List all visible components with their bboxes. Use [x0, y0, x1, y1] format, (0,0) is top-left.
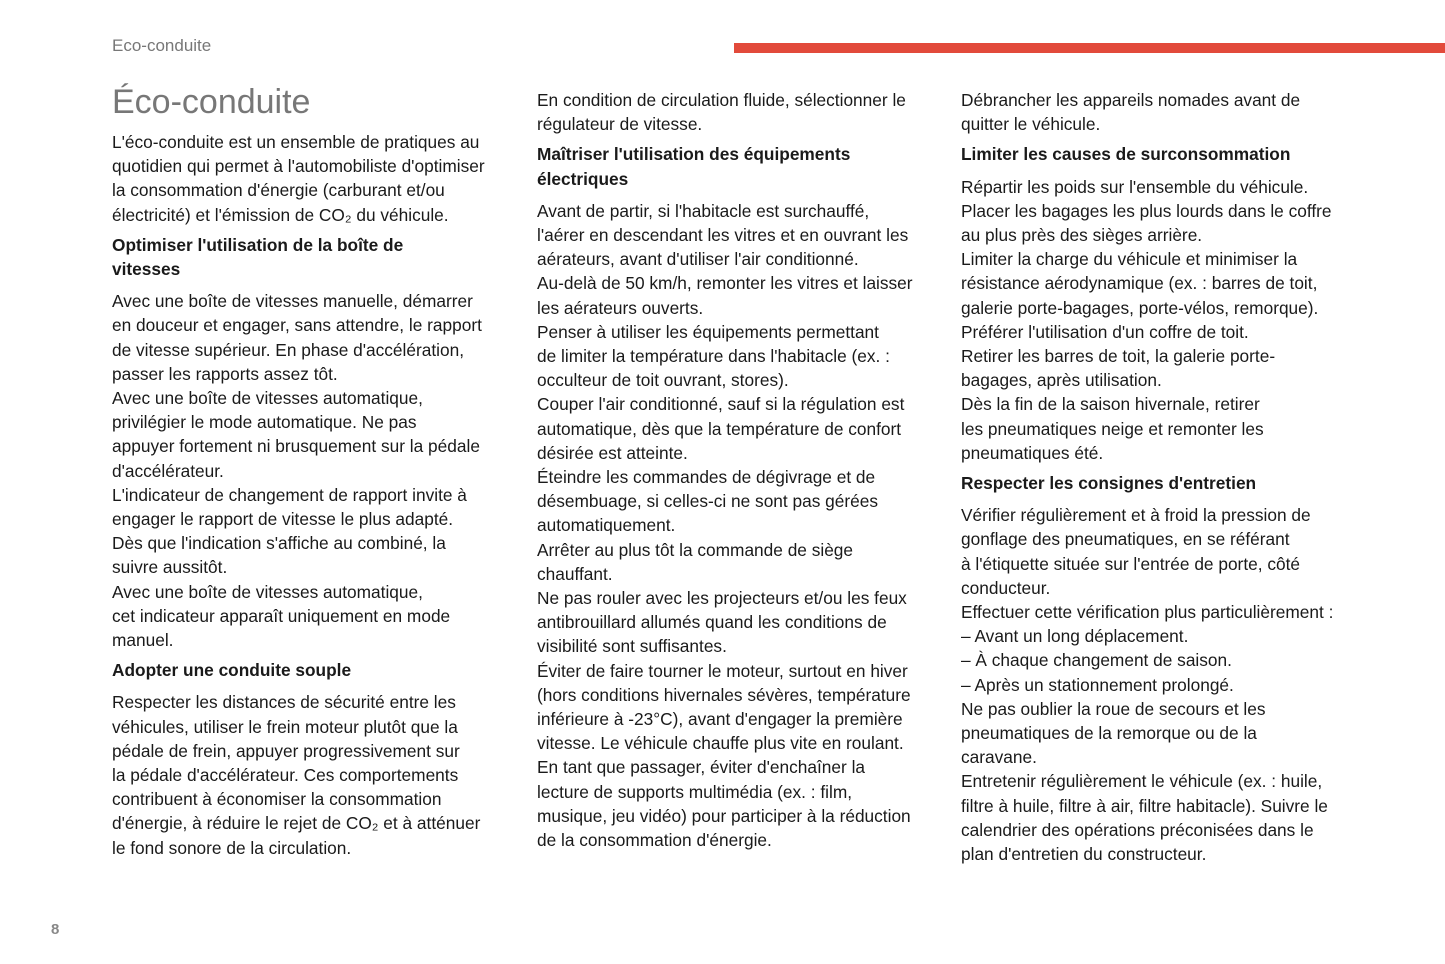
- text-line: L'éco-conduite est un ensemble de pratiques au: [112, 132, 480, 152]
- text-line: Respecter les consignes d'entretien: [961, 473, 1257, 494]
- paragraph: [961, 503, 1381, 866]
- column-2: [537, 88, 957, 852]
- text-line: véhicules, utiliser le frein moteur plutôt que la: [112, 716, 458, 737]
- text-line: électriques: [537, 168, 629, 189]
- text-line: calendrier des opérations préconisées dans le: [961, 819, 1314, 840]
- text-line: quitter le véhicule.: [961, 114, 1101, 135]
- paragraph: [112, 289, 532, 652]
- text-line: à l'étiquette située sur l'entrée de porte, côté: [961, 553, 1300, 574]
- text-line: plan d'entretien du constructeur.: [961, 844, 1207, 865]
- text-line: Avec une boîte de vitesses automatique,: [112, 388, 423, 409]
- text-line: Éteindre les commandes de dégivrage et de: [537, 467, 876, 488]
- text-line: Placer les bagages les plus lourds dans le coffre: [961, 200, 1332, 221]
- text-line: filtre à huile, filtre à air, filtre habitacle). Suivre le: [961, 795, 1328, 816]
- text-line: la consommation d'énergie (carburant et/ou: [112, 180, 445, 201]
- text-line: automatiquement.: [537, 515, 676, 536]
- paragraph: [961, 175, 1381, 465]
- text-line: Ne pas rouler avec les projecteurs et/ou les feux: [537, 588, 907, 609]
- text-line: quotidien qui permet à l'automobiliste d'optimiser: [112, 156, 485, 177]
- text-line: En condition de circulation fluide, sélectionner le: [537, 90, 906, 110]
- text-line: passer les rapports assez tôt.: [112, 363, 338, 384]
- text-line: de vitesse supérieur. En phase d'accélération,: [112, 339, 465, 360]
- text-line: – Avant un long déplacement.: [961, 626, 1189, 647]
- text-line: Maîtriser l'utilisation des équipements: [537, 144, 851, 165]
- text-line: Ne pas oublier la roue de secours et les: [961, 698, 1266, 719]
- text-line: bagages, après utilisation.: [961, 370, 1162, 391]
- text-line: pédale de frein, appuyer progressivement sur: [112, 740, 460, 761]
- text-line: musique, jeu vidéo) pour participer à la réduction: [537, 805, 911, 826]
- text-line: appuyer fortement ni brusquement sur la pédale: [112, 436, 480, 457]
- text-line: Adopter une conduite souple: [112, 660, 352, 681]
- text-line: pneumatiques de la remorque ou de la: [961, 723, 1257, 744]
- running-header: Eco-conduite: [112, 36, 212, 55]
- text-line: Préférer l'utilisation d'un coffre de toit.: [961, 321, 1249, 342]
- section-heading: [961, 142, 1381, 166]
- text-line: vitesses: [112, 259, 181, 280]
- text-line: chauffant.: [537, 563, 613, 584]
- text-line: Limiter la charge du véhicule et minimiser la: [961, 249, 1298, 270]
- text-line: Retirer les barres de toit, la galerie porte-: [961, 346, 1276, 367]
- text-line: Arrêter au plus tôt la commande de siège: [537, 539, 854, 560]
- text-line: le fond sonore de la circulation.: [112, 837, 352, 858]
- text-line: d'accélérateur.: [112, 460, 224, 481]
- text-line: (hors conditions hivernales sévères, température: [537, 684, 911, 705]
- text-line: désembuage, si celles-ci ne sont pas gérées: [537, 491, 879, 512]
- text-line: pneumatiques été.: [961, 442, 1104, 463]
- text-line: galerie porte-bagages, porte-vélos, remorque).: [961, 297, 1319, 318]
- text-line: vitesse. Le véhicule chauffe plus vite en roulant.: [537, 733, 904, 754]
- text-line: aérateurs, avant d'utiliser l'air conditionné.: [537, 249, 859, 270]
- text-line: L'indicateur de changement de rapport invite à: [112, 484, 467, 505]
- text-line: En tant que passager, éviter d'enchaîner la: [537, 757, 866, 778]
- text-line: suivre aussitôt.: [112, 557, 228, 578]
- text-line: Respecter les distances de sécurité entre les: [112, 692, 456, 713]
- text-line: Éviter de faire tourner le moteur, surtout en hiver: [537, 660, 908, 681]
- text-line: Au-delà de 50 km/h, remonter les vitres et laisser: [537, 273, 913, 294]
- text-line: Débrancher les appareils nomades avant de: [961, 90, 1301, 110]
- text-line: électricité) et l'émission de CO₂ du véhicule.: [112, 204, 449, 225]
- text-line: automatique, dès que la température de confort: [537, 418, 902, 439]
- text-line: – Après un stationnement prolongé.: [961, 674, 1234, 695]
- text-line: Avec une boîte de vitesses automatique,: [112, 581, 423, 602]
- text-line: Limiter les causes de surconsommation: [961, 144, 1291, 165]
- text-line: Avant de partir, si l'habitacle est surchauffé,: [537, 200, 870, 221]
- section-heading: [537, 142, 957, 190]
- text-line: lecture de supports multimédia (ex. : film,: [537, 781, 853, 802]
- text-line: en douceur et engager, sans attendre, le rapport: [112, 315, 482, 336]
- text-line: Répartir les poids sur l'ensemble du véhicule.: [961, 176, 1309, 197]
- text-line: Dès que l'indication s'affiche au combiné, la: [112, 533, 446, 554]
- text-line: privilégier le mode automatique. Ne pas: [112, 412, 417, 433]
- text-line: de la consommation d'énergie.: [537, 830, 772, 851]
- paragraph: [961, 88, 1381, 136]
- text-line: Couper l'air conditionné, sauf si la régulation est: [537, 394, 905, 415]
- text-line: régulateur de vitesse.: [537, 114, 703, 135]
- text-line: de limiter la température dans l'habitacle (ex. :: [537, 346, 890, 367]
- text-line: occulteur de toit ouvrant, stores).: [537, 370, 789, 391]
- text-line: conducteur.: [961, 577, 1051, 598]
- column-1: [112, 82, 532, 860]
- text-line: la pédale d'accélérateur. Ces comportements: [112, 765, 459, 786]
- section-heading: [112, 658, 532, 682]
- text-line: désirée est atteinte.: [537, 442, 688, 463]
- text-line: d'énergie, à réduire le rejet de CO₂ et à atténuer: [112, 813, 481, 834]
- column-3: [961, 88, 1381, 866]
- text-line: au plus près des sièges arrière.: [961, 225, 1203, 246]
- text-line: Penser à utiliser les équipements permettant: [537, 321, 879, 342]
- text-line: les aérateurs ouverts.: [537, 297, 704, 318]
- header-accent-bar: [734, 43, 1445, 53]
- text-line: antibrouillard allumés quand les conditions de: [537, 612, 887, 633]
- text-line: résistance aérodynamique (ex. : barres de toit,: [961, 273, 1318, 294]
- text-line: manuel.: [112, 630, 174, 651]
- text-line: gonflage des pneumatiques, en se référant: [961, 529, 1290, 550]
- paragraph: [112, 130, 532, 227]
- text-line: caravane.: [961, 747, 1037, 768]
- page-number: 8: [51, 921, 60, 938]
- text-line: les pneumatiques neige et remonter les: [961, 418, 1264, 439]
- text-line: Avec une boîte de vitesses manuelle, démarrer: [112, 291, 473, 312]
- paragraph: [537, 88, 957, 136]
- text-line: Vérifier régulièrement et à froid la pression de: [961, 505, 1311, 526]
- text-line: contribuent à économiser la consommation: [112, 789, 442, 810]
- page-title: Éco-conduite: [112, 83, 311, 121]
- text-line: Optimiser l'utilisation de la boîte de: [112, 234, 404, 255]
- section-heading: [961, 471, 1381, 495]
- text-line: l'aérer en descendant les vitres et en ouvrant les: [537, 225, 909, 246]
- text-line: cet indicateur apparaît uniquement en mode: [112, 605, 451, 626]
- section-heading: [112, 233, 532, 281]
- text-line: visibilité sont suffisantes.: [537, 636, 727, 657]
- text-line: – À chaque changement de saison.: [961, 650, 1232, 671]
- text-line: Dès la fin de la saison hivernale, retirer: [961, 394, 1260, 415]
- paragraph: [112, 690, 532, 859]
- text-line: engager le rapport de vitesse le plus adapté.: [112, 509, 454, 530]
- text-line: Entretenir régulièrement le véhicule (ex. : huile,: [961, 771, 1323, 792]
- text-line: inférieure à -23°C), avant d'engager la première: [537, 709, 903, 730]
- text-line: Effectuer cette vérification plus particulièrement :: [961, 602, 1334, 623]
- paragraph: [537, 199, 957, 852]
